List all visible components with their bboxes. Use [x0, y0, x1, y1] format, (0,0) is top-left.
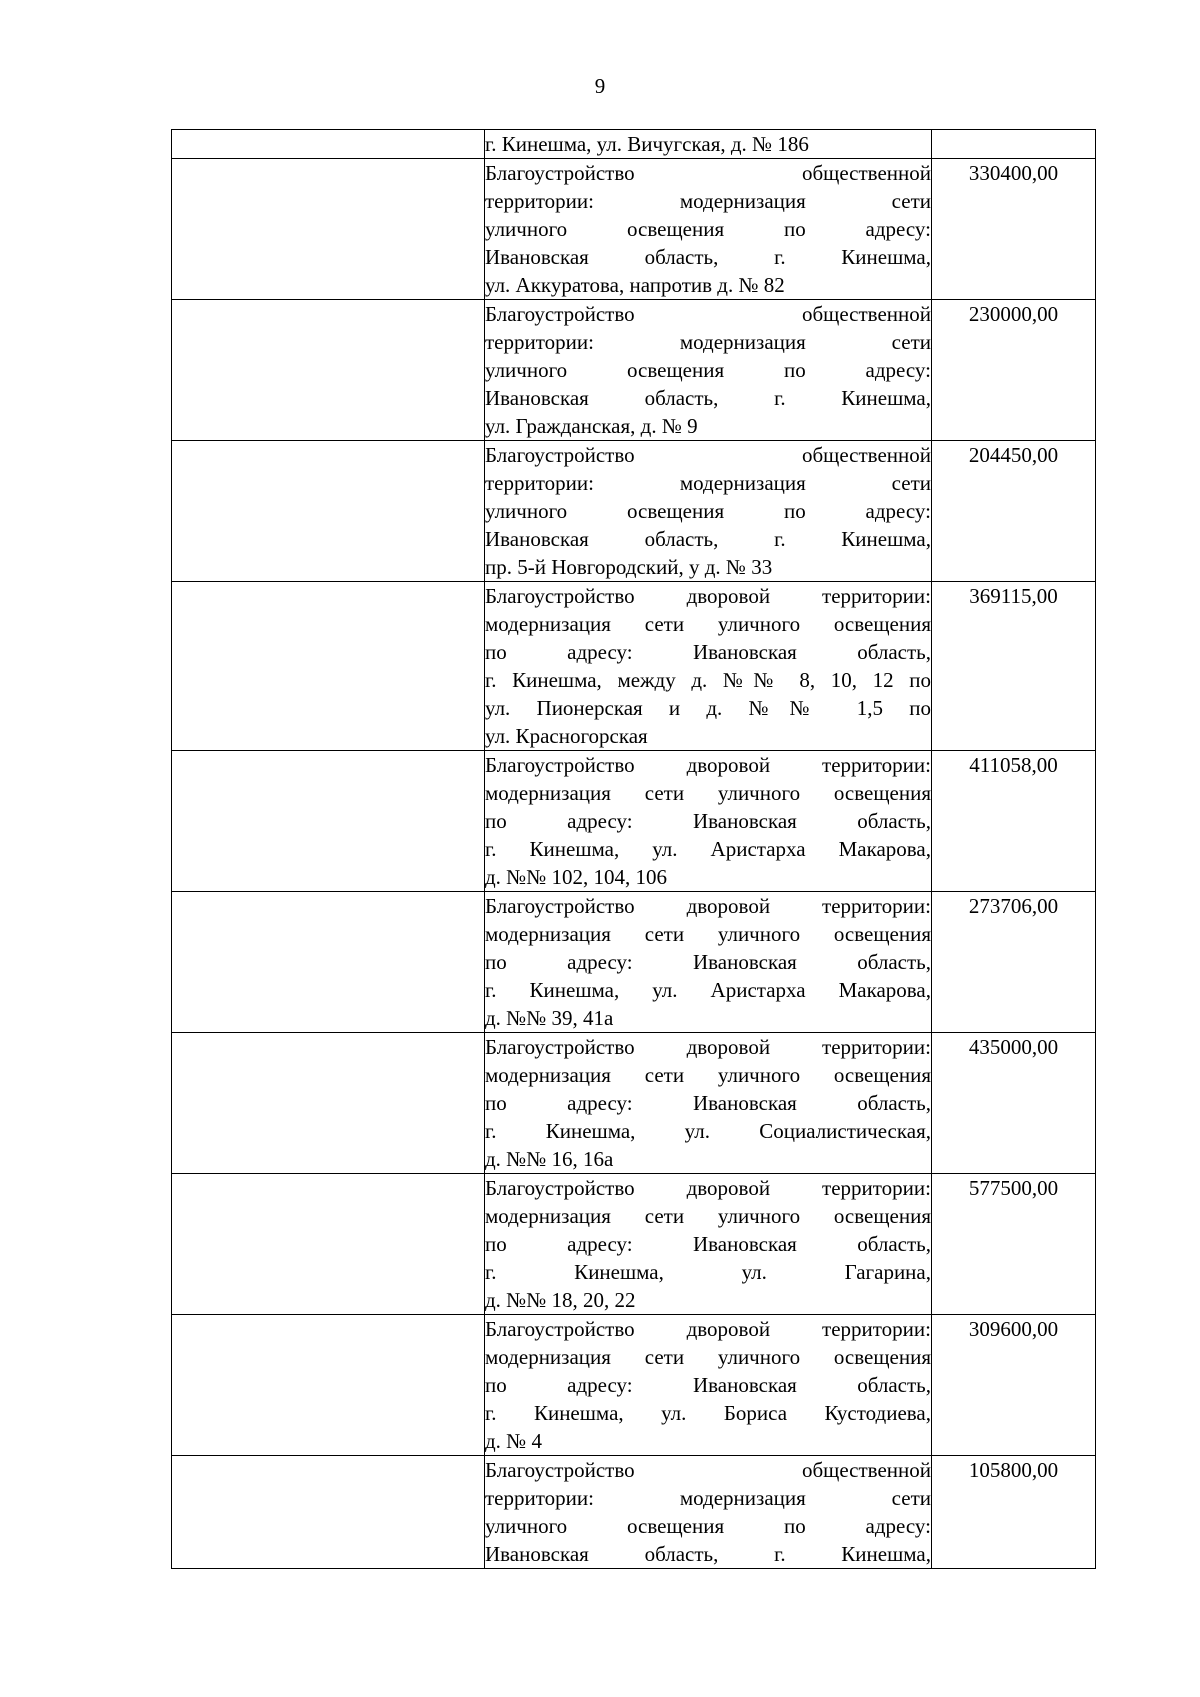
description-line: Благоустройство дворовой территории:	[485, 1317, 931, 1341]
description-line: д. №№ 18, 20, 22	[485, 1288, 636, 1312]
description-cell	[485, 751, 932, 892]
description-line: ул. Гражданская, д. № 9	[485, 414, 698, 438]
description-line: Благоустройство дворовой территории:	[485, 753, 931, 777]
description-cell	[485, 1456, 932, 1569]
amount-cell: 411058,00	[932, 751, 1096, 892]
amount-cell: 105800,00	[932, 1456, 1096, 1569]
amount-cell: 435000,00	[932, 1033, 1096, 1174]
table-row	[172, 159, 1096, 300]
table-row	[172, 441, 1096, 582]
empty-cell	[172, 130, 485, 159]
description-line: уличного освещения по адресу:	[485, 499, 931, 523]
description-line: модернизация сети уличного освещения	[485, 1063, 931, 1087]
table-row	[172, 300, 1096, 441]
description-line: Благоустройство общественной	[485, 443, 931, 467]
empty-cell	[172, 582, 485, 751]
description-line: г. Кинешма, между д. №№ 8, 10, 12 по	[485, 668, 931, 692]
amount-cell: 204450,00	[932, 441, 1096, 582]
table-row	[172, 1456, 1096, 1569]
description-cell	[485, 300, 932, 441]
amount-cell: 577500,00	[932, 1174, 1096, 1315]
description-line: г. Кинешма, ул. Вичугская, д. № 186	[485, 132, 809, 156]
description-line: ул. Пионерская и д. №№ 1,5 по	[485, 696, 931, 720]
table-row	[172, 130, 1096, 159]
description-cell	[485, 1315, 932, 1456]
empty-cell	[172, 1033, 485, 1174]
description-line: по адресу: Ивановская область,	[485, 809, 931, 833]
description-line: Благоустройство общественной	[485, 161, 931, 185]
description-line: модернизация сети уличного освещения	[485, 1204, 931, 1228]
table-row	[172, 1033, 1096, 1174]
description-line: Ивановская область, г. Кинешма,	[485, 527, 931, 551]
empty-cell	[172, 300, 485, 441]
description-line: Благоустройство дворовой территории:	[485, 1035, 931, 1059]
table-row	[172, 1315, 1096, 1456]
description-line: модернизация сети уличного освещения	[485, 781, 931, 805]
description-line: Ивановская область, г. Кинешма,	[485, 245, 931, 269]
amount-cell: 230000,00	[932, 300, 1096, 441]
empty-cell	[172, 1456, 485, 1569]
table-row	[172, 582, 1096, 751]
description-cell	[485, 441, 932, 582]
description-line: г. Кинешма, ул. Аристарха Макарова,	[485, 837, 931, 861]
empty-cell	[172, 159, 485, 300]
amount-cell: 309600,00	[932, 1315, 1096, 1456]
description-line: модернизация сети уличного освещения	[485, 612, 931, 636]
description-line: ул. Красногорская	[485, 724, 648, 748]
description-line: г. Кинешма, ул. Бориса Кустодиева,	[485, 1401, 931, 1425]
description-line: территории: модернизация сети	[485, 189, 931, 213]
table-row	[172, 892, 1096, 1033]
description-cell	[485, 1174, 932, 1315]
table-row	[172, 751, 1096, 892]
description-line: модернизация сети уличного освещения	[485, 1345, 931, 1369]
description-line: д. №№ 16, 16а	[485, 1147, 614, 1171]
description-line: уличного освещения по адресу:	[485, 1514, 931, 1538]
description-cell	[485, 1033, 932, 1174]
empty-cell	[172, 1315, 485, 1456]
funding-table	[171, 129, 1096, 1569]
description-line: г. Кинешма, ул. Социалистическая,	[485, 1119, 931, 1143]
description-line: Благоустройство дворовой территории:	[485, 584, 931, 608]
description-line: по адресу: Ивановская область,	[485, 1091, 931, 1115]
empty-cell	[172, 751, 485, 892]
amount-cell: 369115,00	[932, 582, 1096, 751]
amount-cell: 330400,00	[932, 159, 1096, 300]
table-body	[172, 130, 1096, 1569]
empty-cell	[172, 892, 485, 1033]
description-line: территории: модернизация сети	[485, 1486, 931, 1510]
description-line: пр. 5-й Новгородский, у д. № 33	[485, 555, 773, 579]
description-cell	[485, 159, 932, 300]
empty-cell	[172, 1174, 485, 1315]
description-line: территории: модернизация сети	[485, 471, 931, 495]
description-line: Ивановская область, г. Кинешма,	[485, 386, 931, 410]
description-line: по адресу: Ивановская область,	[485, 1232, 931, 1256]
table-row	[172, 1174, 1096, 1315]
description-line: Ивановская область, г. Кинешма,	[485, 1542, 931, 1566]
description-line: Благоустройство дворовой территории:	[485, 1176, 931, 1200]
description-line: уличного освещения по адресу:	[485, 358, 931, 382]
description-cell	[485, 892, 932, 1033]
description-line: Благоустройство дворовой территории:	[485, 894, 931, 918]
description-line: Благоустройство общественной	[485, 302, 931, 326]
description-line: уличного освещения по адресу:	[485, 217, 931, 241]
description-line: модернизация сети уличного освещения	[485, 922, 931, 946]
description-line: д. №№ 39, 41а	[485, 1006, 614, 1030]
description-line: по адресу: Ивановская область,	[485, 640, 931, 664]
description-line: территории: модернизация сети	[485, 330, 931, 354]
description-line: Благоустройство общественной	[485, 1458, 931, 1482]
description-line: по адресу: Ивановская область,	[485, 1373, 931, 1397]
description-line: д. №№ 102, 104, 106	[485, 865, 668, 889]
amount-cell	[932, 130, 1096, 159]
description-line: по адресу: Ивановская область,	[485, 950, 931, 974]
page-number: 9	[594, 74, 606, 98]
description-cell	[485, 582, 932, 751]
description-cell	[485, 130, 932, 159]
description-line: г. Кинешма, ул. Гагарина,	[485, 1260, 931, 1284]
amount-cell: 273706,00	[932, 892, 1096, 1033]
empty-cell	[172, 441, 485, 582]
description-line: г. Кинешма, ул. Аристарха Макарова,	[485, 978, 931, 1002]
description-line: д. № 4	[485, 1429, 542, 1453]
description-line: ул. Аккуратова, напротив д. № 82	[485, 273, 785, 297]
